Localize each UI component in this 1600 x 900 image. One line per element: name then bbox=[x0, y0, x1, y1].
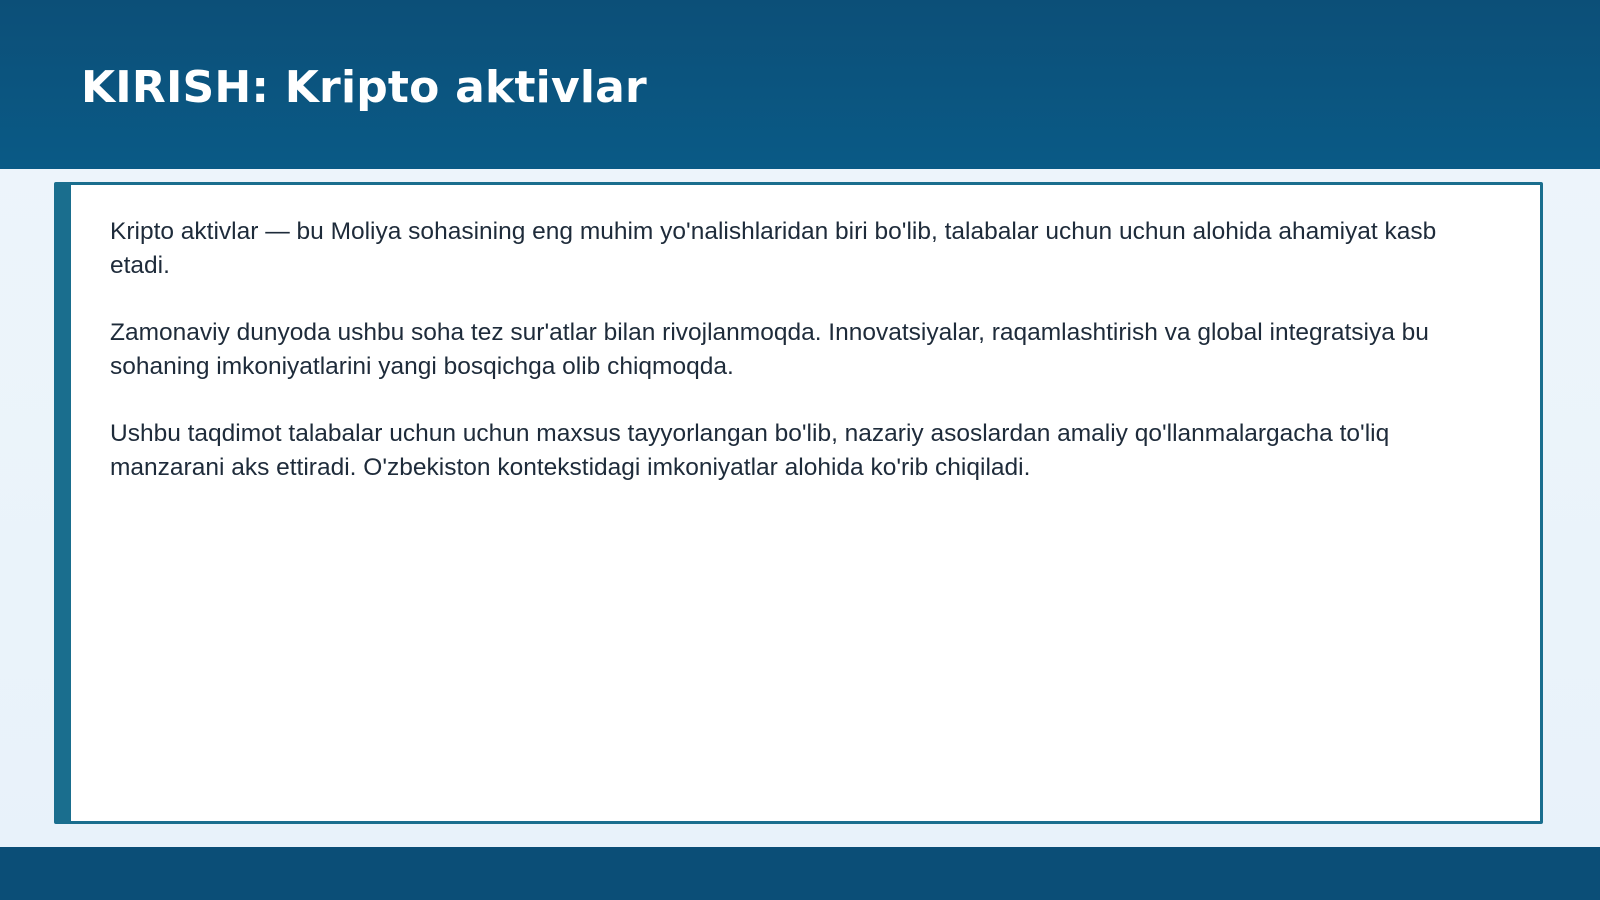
content-card bbox=[54, 182, 1543, 824]
slide-header bbox=[0, 0, 1600, 169]
paragraph-intro: Kripto aktivlar — bu Moliya sohasining eng muhim yo'nalishlaridan biri bo'lib, talabalar uchun uchun alohida ahamiyat kasb etadi. bbox=[110, 218, 1437, 279]
slide-title: KIRISH: Kripto aktivlar bbox=[81, 62, 647, 113]
content-text bbox=[110, 215, 1500, 518]
paragraph-modern-world: Zamonaviy dunyoda ushbu soha tez sur'atlar bilan rivojlanmoqda. Innovatsiyalar, raqamlashtirish va global integratsiya bu sohaning imkoniyatlarini yangi bosqichga olib chiqmoqda. bbox=[110, 319, 1429, 380]
paragraph-presentation-purpose: Ushbu taqdimot talabalar uchun uchun maxsus tayyorlangan bo'lib, nazariy asoslardan amaliy qo'llanmalargacha to'liq manzarani aks ettiradi. O'zbekiston kontekstidagi imkoniyatlar alohida ko'rib chiqiladi. bbox=[110, 420, 1390, 481]
slide-footer bbox=[0, 847, 1600, 900]
